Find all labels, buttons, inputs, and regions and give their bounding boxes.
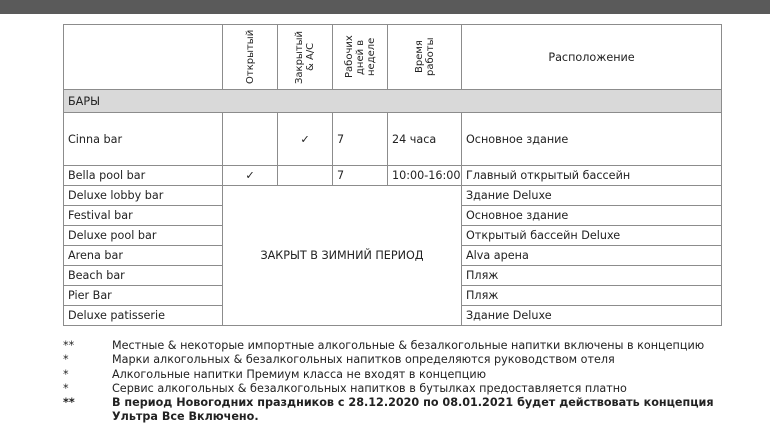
header-closed-label: Закрытый & A/C [294, 30, 316, 84]
footnote [63, 353, 743, 367]
open-check [223, 113, 278, 166]
footnote-text: Сервис алкогольных & безалкогольных напитков в бутылках предоставляется платно [112, 381, 627, 395]
table-header-row [64, 25, 722, 90]
location-value: Открытый бассейн Deluxe [462, 226, 722, 246]
footnote-mark: * [63, 367, 69, 381]
header-closed [278, 25, 333, 90]
location-value: Alva арена [462, 246, 722, 266]
closed-check [278, 166, 333, 186]
bar-name: Deluxe pool bar [64, 226, 223, 246]
section-title: БАРЫ [64, 90, 722, 113]
footnote-mark: * [63, 353, 69, 367]
footnote-text: Марки алкогольных & безалкогольных напитков определяются руководством отеля [112, 353, 615, 367]
header-name [64, 25, 223, 90]
table-row [64, 113, 722, 166]
header-hours-label: Время работы [413, 37, 436, 77]
footnote-text: Местные & некоторые импортные алкогольные & безалкогольные напитки включены в концепцию [112, 339, 705, 352]
table-row [64, 166, 722, 186]
location-value: Пляж [462, 266, 722, 286]
bar-name: Festival bar [64, 206, 223, 226]
footnote [63, 382, 743, 396]
winter-closed-label: ЗАКРЫТ В ЗИМНИЙ ПЕРИОД [223, 186, 462, 326]
header-workdays [333, 25, 388, 90]
workdays-value: 7 [333, 166, 388, 186]
workdays-value: 7 [333, 113, 388, 166]
header-location: Расположение [462, 25, 722, 90]
footnote-new-year [63, 396, 743, 425]
footnote [63, 368, 743, 382]
location-value: Здание Deluxe [462, 306, 722, 326]
location-value: Основное здание [462, 113, 722, 166]
footnotes [63, 339, 743, 425]
footnote [63, 339, 743, 353]
table-row [64, 186, 722, 206]
bar-name: Cinna bar [64, 113, 223, 166]
header-open [223, 25, 278, 90]
section-row [64, 90, 722, 113]
footnote-text: В период Новогодних праздников с 28.12.2020 по 08.01.2021 будет действовать концепция Ультра Все Включено. [112, 396, 714, 424]
footnote-mark: ** [63, 396, 75, 410]
header-hours [388, 25, 462, 90]
location-value: Пляж [462, 286, 722, 306]
window-top-bar [0, 0, 770, 14]
bar-name: Arena bar [64, 246, 223, 266]
header-open-label: Открытый [244, 29, 256, 84]
bar-name: Bella pool bar [64, 166, 223, 186]
bar-name: Pier Bar [64, 286, 223, 306]
footnote-text: Алкогольные напитки Премиум класса не входят в концепцию [112, 367, 487, 381]
closed-check: ✓ [278, 113, 333, 166]
hours-value: 10:00-16:00 [388, 166, 462, 186]
footnote-mark: ** [63, 339, 75, 352]
open-check: ✓ [223, 166, 278, 186]
location-value: Основное здание [462, 206, 722, 226]
header-workdays-label: Рабочих дней в неделе [343, 35, 377, 79]
bar-name: Beach bar [64, 266, 223, 286]
bars-table [63, 24, 722, 326]
location-value: Главный открытый бассейн [462, 166, 722, 186]
footnote-mark: * [63, 381, 69, 395]
hours-value: 24 часа [388, 113, 462, 166]
bar-name: Deluxe patisserie [64, 306, 223, 326]
bar-name: Deluxe lobby bar [64, 186, 223, 206]
location-value: Здание Deluxe [462, 186, 722, 206]
